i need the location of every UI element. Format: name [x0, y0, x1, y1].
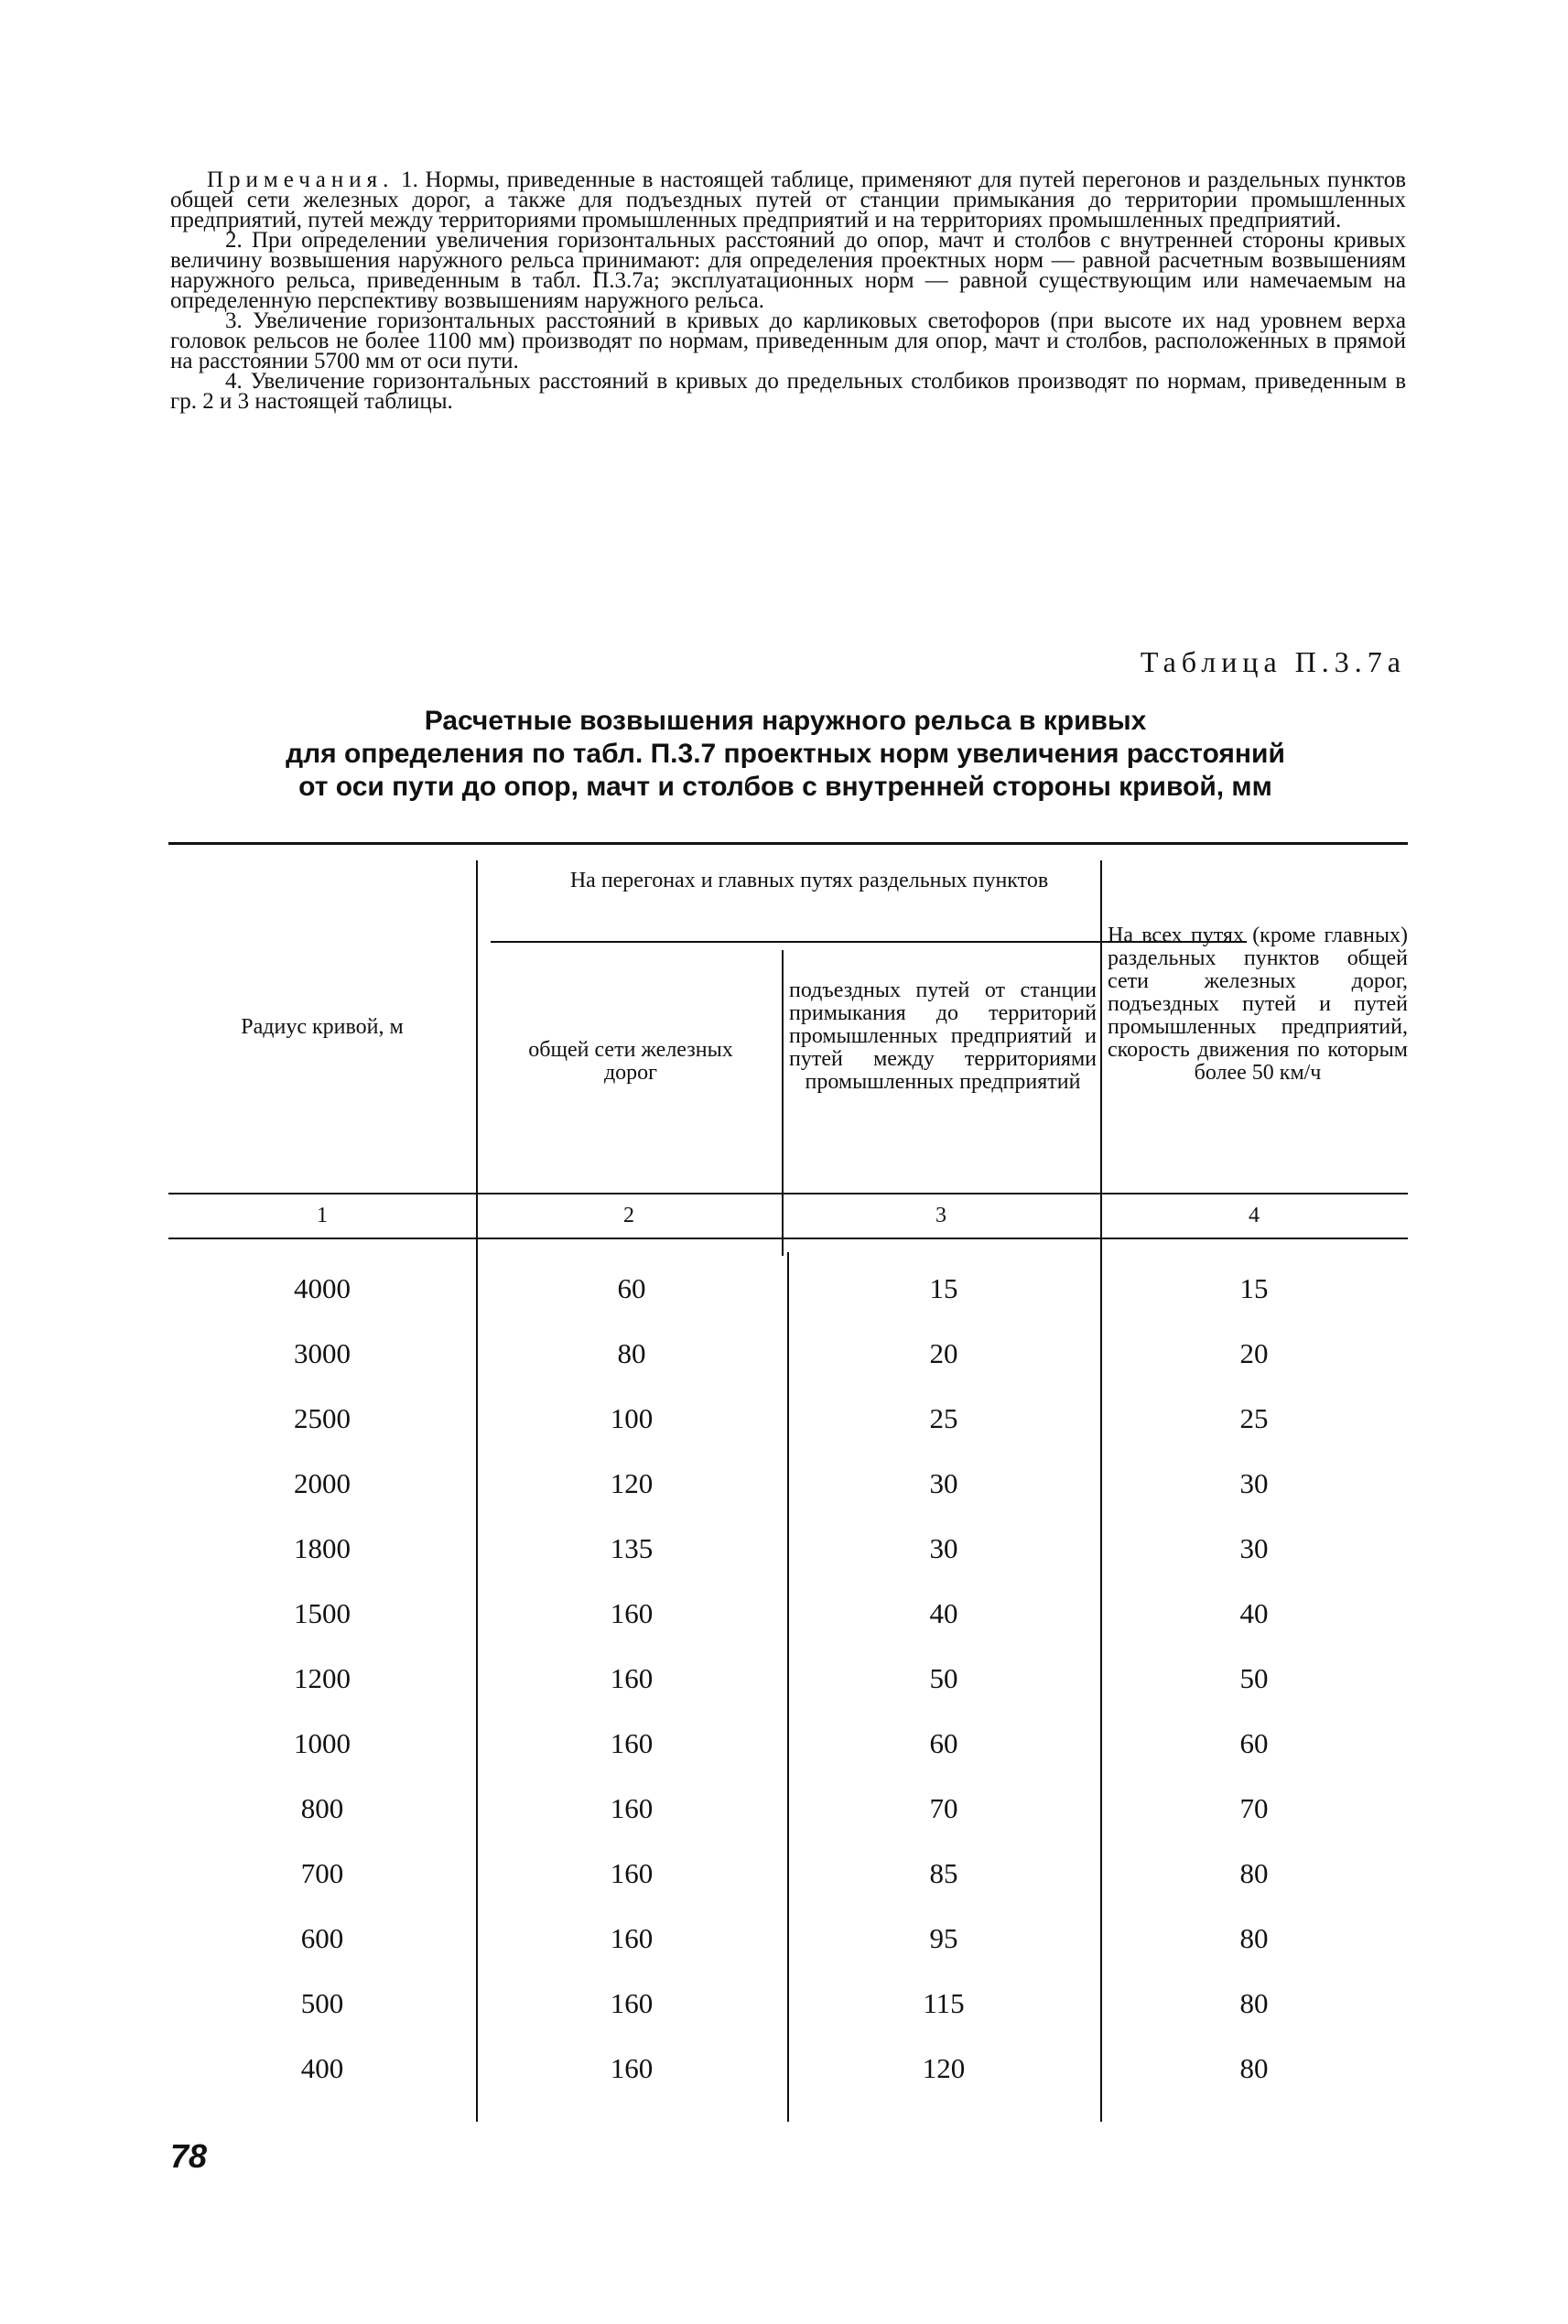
colnum-1: 1 [317, 1204, 328, 1227]
colnum-4: 4 [1249, 1204, 1260, 1227]
table-row-2-col4: 20 [1239, 1337, 1269, 1369]
table-row-12-col2: 160 [610, 1987, 654, 2019]
table-row-4-col4: 30 [1239, 1467, 1269, 1499]
table-row-10-col3: 85 [929, 1857, 958, 1889]
table-row-10-col2: 160 [610, 1857, 654, 1889]
table-row-2-radius: 3000 [294, 1337, 351, 1369]
table-row-8-col3: 60 [929, 1727, 958, 1759]
header-col3: подъездных путей от станции примыкания до территорий промышленных предприятий и путей между территориями промышленных предприятий [789, 978, 1097, 1094]
table-row-1-col3: 15 [929, 1272, 958, 1304]
table-row-5-col2: 135 [610, 1532, 654, 1564]
table-row-5-col4: 30 [1239, 1532, 1269, 1564]
table-row-7-radius: 1200 [294, 1662, 351, 1694]
table-row-1-col2: 60 [617, 1272, 646, 1304]
table-title-line-3: от оси пути до опор, мачт и столбов с внутренней стороны кривой, мм [298, 772, 1272, 802]
table-title [165, 705, 1406, 804]
notes-block [170, 170, 1406, 412]
header-group: На перегонах и главных путях раздельных пунктов [569, 869, 1049, 892]
notes-intro: Примечания. [207, 168, 395, 192]
table-row-9-radius: 800 [300, 1792, 344, 1824]
table-row-12-col4: 80 [1239, 1987, 1269, 2019]
table-row-9-col3: 70 [929, 1792, 958, 1824]
table-row-7-col4: 50 [1239, 1662, 1269, 1694]
vrule-3 [1100, 860, 1102, 1256]
table-row-6-col4: 40 [1239, 1597, 1269, 1629]
header-radius: Радиус кривой, м [241, 1015, 404, 1039]
data-table [168, 842, 1408, 2124]
table-row-13-col3: 120 [922, 2052, 966, 2084]
table-top-rule [168, 842, 1408, 845]
table-row-13-col2: 160 [610, 2052, 654, 2084]
table-row-5-radius: 1800 [294, 1532, 351, 1564]
table-row-10-radius: 700 [300, 1857, 344, 1889]
note-4: 4. Увеличение горизонтальных расстояний в кривых до предельных столбиков производят по нормам, приведенным в гр. 2 и 3 настоящей таблицы. [170, 369, 1406, 414]
table-row-6-col2: 160 [610, 1597, 654, 1629]
note-3: 3. Увеличение горизонтальных расстояний в кривых до карликовых светофоров (при высоте их над уровнем верха головок рельсов не более 1100 мм) производят по нормам, приведенным для опор, мачт и столбов, расположенных в прямой на расстоянии 5700 мм от оси пути. [170, 308, 1406, 373]
table-row-3-col3: 25 [929, 1402, 958, 1434]
colnum-2: 2 [623, 1204, 634, 1227]
header-bottom-rule [168, 1193, 1408, 1194]
table-row-11-col4: 80 [1239, 1922, 1269, 1954]
table-row-3-radius: 2500 [294, 1402, 351, 1434]
table-row-12-radius: 500 [300, 1987, 344, 2019]
table-row-9-col4: 70 [1239, 1792, 1269, 1824]
table-row-2-col3: 20 [929, 1337, 958, 1369]
note-1-text: 1. Нормы, приведенные в настоящей таблице, применяют для путей перегонов и раздельных пунктов общей сети железных дорог, а также для подъездных путей от станции примыкания до территории промышленных предприятий, путей между территориями промышленных предприятий и на территориях промышленных предприятий. [170, 168, 1407, 232]
table-row-7-col2: 160 [610, 1662, 654, 1694]
table-row-4-col2: 120 [610, 1467, 654, 1499]
vrule-1 [476, 860, 478, 1256]
table-row-4-col3: 30 [929, 1467, 958, 1499]
table-row-1-col4: 15 [1239, 1272, 1269, 1304]
page-number: 78 [170, 2137, 208, 2175]
table-row-3-col4: 25 [1239, 1402, 1269, 1434]
table-title-line-2: для определения по табл. П.3.7 проектных норм увеличения расстояний [286, 739, 1285, 769]
table-row-8-col4: 60 [1239, 1727, 1269, 1759]
table-row-11-col2: 160 [610, 1922, 654, 1954]
table-row-13-col4: 80 [1239, 2052, 1269, 2084]
header-col2: общей сети железных дорог [528, 1038, 733, 1085]
table-row-5-col3: 30 [929, 1532, 958, 1564]
note-2: 2. При определении увеличения горизонтальных расстояний до опор, мачт и столбов с внутренней стороны кривых величину возвышения наружного рельса принимают: для определения проектных норм — равной расчетным возвышениям наружного рельса, приведенным в табл. П.3.7а; эксплуатационных норм — равной существующим или намечаемым на определенную перспективу возвышениям наружного рельса. [170, 228, 1406, 313]
table-label: Таблица П.3.7а [1140, 645, 1406, 678]
table-row-6-col3: 40 [929, 1597, 958, 1629]
note-1 [170, 170, 1406, 231]
table-row-13-radius: 400 [300, 2052, 344, 2084]
colnum-bottom-rule [168, 1238, 1408, 1239]
table-row-1-radius: 4000 [294, 1272, 351, 1304]
table-row-8-col2: 160 [610, 1727, 654, 1759]
table-row-6-radius: 1500 [294, 1597, 351, 1629]
table-row-7-col3: 50 [929, 1662, 958, 1694]
table-row-3-col2: 100 [610, 1402, 654, 1434]
table-row-8-radius: 1000 [294, 1727, 351, 1759]
table-row-12-col3: 115 [923, 1987, 965, 2019]
table-row-2-col2: 80 [617, 1337, 646, 1369]
header-col4: На всех путях (кроме главных) раздельных пунктов общей сети железных дорог, подъездных путей и путей промышленных предприятий, скорость движения по которым более 50 км/ч [1108, 924, 1408, 1085]
table-title-line-1: Расчетные возвышения наружного рельса в кривых [424, 706, 1147, 736]
table-row-4-radius: 2000 [294, 1467, 351, 1499]
table-row-9-col2: 160 [610, 1792, 654, 1824]
table-row-11-radius: 600 [300, 1922, 344, 1954]
table-row-11-col3: 95 [929, 1922, 958, 1954]
table-row-10-col4: 80 [1239, 1857, 1269, 1889]
colnum-3: 3 [935, 1204, 946, 1227]
